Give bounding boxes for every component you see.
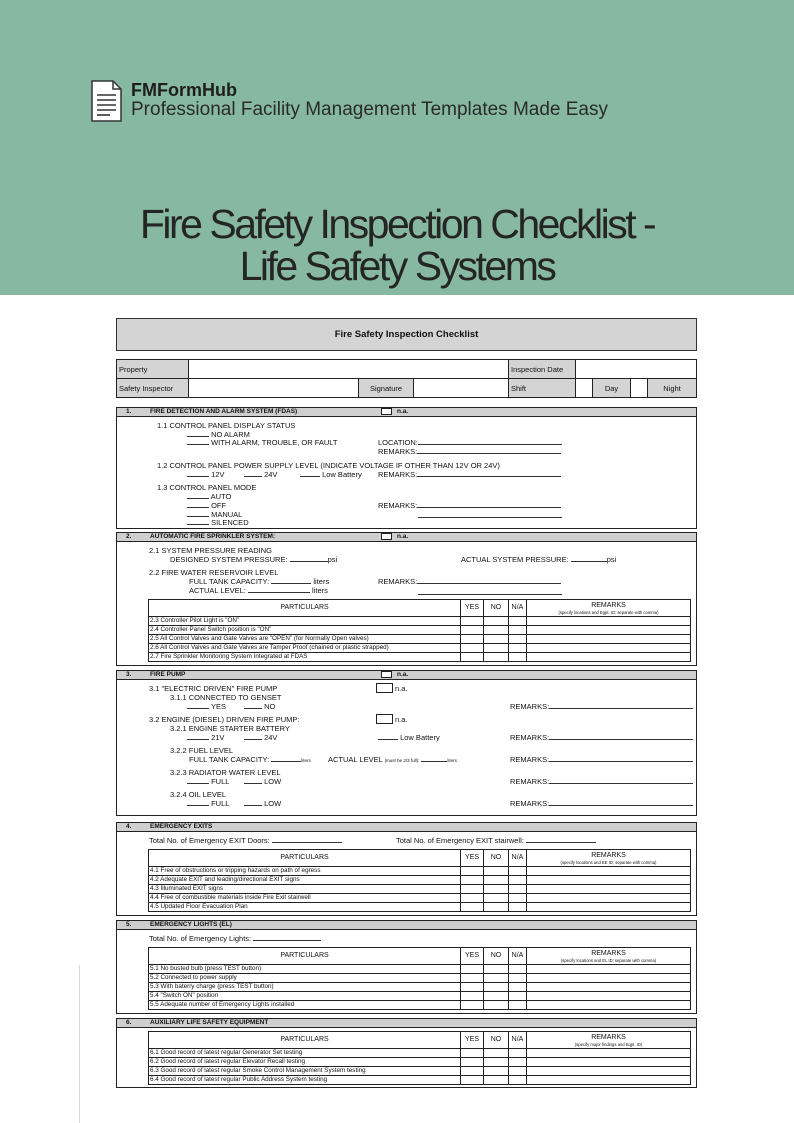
na-cell[interactable]: [509, 1001, 527, 1010]
table-row: [149, 635, 691, 644]
auxiliary-equipment-table: [148, 1031, 691, 1085]
option-label: FULL: [211, 799, 230, 808]
section-1-header: [116, 407, 697, 417]
table-row: [149, 876, 691, 885]
remarks-cell[interactable]: [527, 867, 691, 876]
yes-cell[interactable]: [461, 653, 484, 662]
emergency-lights-table: [148, 947, 691, 1010]
title-line-2: Life Safety Systems: [239, 243, 555, 289]
yes-cell[interactable]: [461, 1067, 484, 1076]
na-cell[interactable]: [509, 635, 527, 644]
yes-cell[interactable]: [461, 1058, 484, 1067]
item-3-1: 3.1 "ELECTRIC DRIVEN" FIRE PUMP: [149, 684, 278, 693]
section-2-header: [116, 532, 697, 542]
remarks-cell[interactable]: [527, 903, 691, 912]
row-label: 4.4 Free of combustible materials inside Fire Exit stairwell: [149, 894, 461, 903]
field-label: REMARKS:: [510, 777, 550, 786]
remarks-cell[interactable]: [527, 992, 691, 1001]
col-no: NO: [484, 850, 509, 867]
item-2-1: 2.1 SYSTEM PRESSURE READING: [149, 546, 272, 555]
option-label: LOW: [264, 799, 282, 808]
table-row: [149, 903, 691, 912]
na-cell[interactable]: [509, 983, 527, 992]
na-cell[interactable]: [509, 867, 527, 876]
actual-pressure-field[interactable]: [461, 555, 616, 564]
yes-cell[interactable]: [461, 965, 484, 974]
na-cell[interactable]: [509, 1076, 527, 1085]
no-cell[interactable]: [484, 635, 509, 644]
document-icon: [91, 80, 122, 122]
table-row: [149, 644, 691, 653]
item-1-3: 1.3 CONTROL PANEL MODE: [157, 483, 257, 492]
section-4-header: [116, 822, 697, 832]
shift-label: Shift: [509, 379, 576, 398]
col-remarks-label: REMARKS: [591, 949, 626, 957]
option-with-alarm[interactable]: [187, 438, 338, 447]
no-cell[interactable]: [484, 903, 509, 912]
field-label: REMARKS:: [378, 501, 418, 510]
col-na: N/A: [509, 850, 527, 867]
option-yes[interactable]: [187, 702, 226, 711]
col-yes: YES: [461, 1032, 484, 1049]
field-label: REMARKS:: [510, 733, 550, 742]
remarks-note: (specify locations and EE ID; separate with comma): [560, 859, 657, 865]
yes-cell[interactable]: [461, 617, 484, 626]
page-margin-line: [79, 965, 80, 1123]
row-label: 2.3 Controller Pilot Light is "ON": [149, 617, 461, 626]
inspection-info-table: [116, 359, 697, 398]
remarks-cell[interactable]: [527, 894, 691, 903]
na-cell[interactable]: [509, 1049, 527, 1058]
na-cell[interactable]: [509, 1067, 527, 1076]
na-cell[interactable]: [509, 876, 527, 885]
option-label: 24V: [264, 470, 278, 479]
field-label: DESIGNED SYSTEM PRESSURE:: [170, 555, 288, 564]
field-label: REMARKS:: [378, 447, 418, 456]
col-no: NO: [484, 948, 509, 965]
section-title: FIRE PUMP: [150, 671, 186, 678]
table-row: [149, 867, 691, 876]
option-12v[interactable]: [187, 470, 224, 479]
item-1-2: 1.2 CONTROL PANEL POWER SUPPLY LEVEL (INDICATE VOLTAGE IF OTHER THAN 12V OR 24V): [157, 461, 500, 470]
na-cell[interactable]: [509, 626, 527, 635]
no-cell[interactable]: [484, 867, 509, 876]
yes-cell[interactable]: [461, 992, 484, 1001]
row-label: 6.2 Good record of latest regular Elevator Recall testing: [149, 1058, 461, 1067]
exits-checklist-table: [148, 849, 691, 912]
remarks-field[interactable]: [510, 733, 693, 742]
table-row: [149, 1001, 691, 1010]
remarks-cell[interactable]: [527, 1076, 691, 1085]
row-label: 5.3 With baterry charge (press TEST button): [149, 983, 461, 992]
section-3-na-checkbox[interactable]: [381, 671, 392, 678]
remarks-field[interactable]: [510, 702, 693, 711]
na-cell[interactable]: [509, 992, 527, 1001]
row-label: 2.6 All Control Valves and Gate Valves are Tamper Proof (chained or plastic strapped): [149, 644, 461, 653]
yes-cell[interactable]: [461, 1049, 484, 1058]
option-label: YES: [210, 702, 226, 711]
na-cell[interactable]: [509, 644, 527, 653]
yes-cell[interactable]: [461, 885, 484, 894]
row-label: 5.4 "Switch ON" position: [149, 992, 461, 1001]
row-label: 2.7 Fire Sprinkler Monitoring System Integrated at FDAS: [149, 653, 461, 662]
remarks-cell[interactable]: [527, 1067, 691, 1076]
day-label: Day: [593, 379, 631, 398]
remarks-cell[interactable]: [527, 635, 691, 644]
option-off[interactable]: [187, 501, 226, 510]
unit-label: liters: [447, 758, 457, 763]
no-cell[interactable]: [484, 983, 509, 992]
option-label: SILENCED: [211, 518, 249, 527]
col-yes: YES: [461, 850, 484, 867]
emergency-lights-total-field[interactable]: [149, 934, 321, 943]
night-label: Night: [648, 379, 697, 398]
col-no: NO: [484, 600, 509, 617]
no-cell[interactable]: [484, 885, 509, 894]
section-title: EMERGENCY LIGHTS (EL): [150, 921, 232, 928]
remarks-cell[interactable]: [527, 1058, 691, 1067]
remarks-cell[interactable]: [527, 1049, 691, 1058]
col-remarks-label: REMARKS: [591, 601, 626, 609]
option-label: AUTO: [210, 492, 232, 501]
table-row: [149, 965, 691, 974]
table-row: [149, 1058, 691, 1067]
option-label: NO: [264, 702, 276, 711]
yes-cell[interactable]: [461, 626, 484, 635]
option-low[interactable]: [244, 777, 281, 786]
row-label: 5.2 Connected to power supply: [149, 974, 461, 983]
option-label: Low Battery: [400, 733, 440, 742]
field-label: ACTUAL LEVEL:: [189, 586, 246, 595]
remarks-cell[interactable]: [527, 885, 691, 894]
inspection-date-label: Inspection Date: [509, 360, 576, 379]
option-label: LOW: [264, 777, 282, 786]
option-24v[interactable]: [244, 733, 277, 742]
remarks-field[interactable]: [510, 799, 693, 808]
field-label: REMARKS:: [510, 702, 550, 711]
yes-cell[interactable]: [461, 876, 484, 885]
option-label: Low Battery: [322, 470, 362, 479]
option-label: WITH ALARM, TROUBLE, OR FAULT: [211, 438, 338, 447]
field-label: FULL TANK CAPACITY:: [189, 755, 270, 764]
col-na: N/A: [509, 948, 527, 965]
option-21v[interactable]: [187, 733, 224, 742]
option-label: 21V: [211, 733, 225, 742]
no-cell[interactable]: [484, 876, 509, 885]
unit-label: psi: [327, 555, 338, 564]
unit-label: liters: [301, 758, 311, 763]
electric-pump-na-checkbox[interactable]: [376, 683, 393, 693]
night-checkbox[interactable]: [631, 379, 648, 398]
option-label: 24V: [264, 733, 278, 742]
sprinkler-checklist-table: [148, 599, 691, 662]
no-cell[interactable]: [484, 617, 509, 626]
remarks-cell[interactable]: [527, 974, 691, 983]
no-cell[interactable]: [484, 992, 509, 1001]
item-3-2-4: 3.2.4 OIL LEVEL: [170, 790, 227, 799]
row-label: 4.3 Illuminated EXIT signs: [149, 885, 461, 894]
table-row: [149, 885, 691, 894]
col-remarks: [527, 1032, 691, 1049]
page-title: [0, 203, 794, 287]
no-cell[interactable]: [484, 894, 509, 903]
option-low-battery[interactable]: [378, 733, 440, 742]
option-low[interactable]: [244, 799, 281, 808]
remarks-cell[interactable]: [527, 983, 691, 992]
remarks-note: (specify locations and EL ID; separate with comma): [560, 957, 657, 963]
field-label: REMARKS:: [378, 470, 418, 479]
remarks-note: (specify major findings and Eqpt. ID): [574, 1041, 643, 1047]
remarks-cell[interactable]: [527, 965, 691, 974]
yes-cell[interactable]: [461, 983, 484, 992]
brand-name: FMFormHub: [131, 80, 237, 100]
section-title: AUTOMATIC FIRE SPRINKLER SYSTEM:: [150, 533, 276, 540]
signature-label: Signature: [359, 379, 414, 398]
table-row: [149, 626, 691, 635]
row-label: 2.4 Controller Panel Switch position is "ON": [149, 626, 461, 635]
item-3-1-1: 3.1.1 CONNECTED TO GENSET: [170, 693, 282, 702]
item-2-2: 2.2 FIRE WATER RESERVOIR LEVEL: [149, 568, 279, 577]
option-auto[interactable]: [187, 492, 231, 501]
exit-doors-field[interactable]: [149, 836, 342, 845]
fuel-full-tank-field[interactable]: [189, 755, 311, 764]
remarks-cell[interactable]: [527, 626, 691, 635]
option-label: OFF: [211, 501, 227, 510]
remarks-field[interactable]: [378, 470, 561, 479]
yes-cell[interactable]: [461, 1001, 484, 1010]
unit-label: liters: [313, 577, 330, 586]
section-number: 3.: [126, 671, 132, 678]
option-label: 12V: [211, 470, 225, 479]
table-row: [149, 894, 691, 903]
na-label: n.a.: [395, 715, 408, 724]
section-number: 5.: [126, 921, 132, 928]
row-label: 4.5 Updated Floor Evacuation Plan: [149, 903, 461, 912]
remarks-cell[interactable]: [527, 1001, 691, 1010]
location-field[interactable]: [378, 438, 562, 447]
actual-level-field[interactable]: [189, 586, 328, 595]
field-label: ACTUAL SYSTEM PRESSURE:: [461, 555, 569, 564]
field-label: ACTUAL LEVEL: [328, 755, 383, 764]
table-row: [149, 653, 691, 662]
brand-tagline: Professional Facility Management Templates Made Easy: [131, 99, 608, 120]
section-number: 6.: [126, 1019, 132, 1026]
remarks-cell[interactable]: [527, 644, 691, 653]
safety-inspector-field[interactable]: [189, 379, 359, 398]
section-number: 1.: [126, 408, 132, 415]
field-label: REMARKS:: [510, 799, 550, 808]
na-cell[interactable]: [509, 974, 527, 983]
field-label: Total No. of Emergency EXIT stairwell:: [396, 836, 524, 845]
yes-cell[interactable]: [461, 894, 484, 903]
option-full[interactable]: [187, 799, 229, 808]
no-cell[interactable]: [484, 1001, 509, 1010]
no-cell[interactable]: [484, 653, 509, 662]
day-checkbox[interactable]: [576, 379, 593, 398]
row-label: 6.4 Good record of latest regular Public Address System testing: [149, 1076, 461, 1085]
property-label: Property: [117, 360, 189, 379]
row-label: 4.2 Adequate EXIT and leading/directional EXIT signs: [149, 876, 461, 885]
row-label: 4.1 Free of obstructions or tripping hazards on path of egress: [149, 867, 461, 876]
row-label: 2.5 All Control Valves and Gate Valves are "OPEN" (for Normally Open valves): [149, 635, 461, 644]
row-label: 6.3 Good record of latest regular Smoke Control Management System testing: [149, 1067, 461, 1076]
property-field[interactable]: [189, 360, 509, 379]
section-2-na-checkbox[interactable]: [381, 533, 392, 540]
option-label: FULL: [211, 777, 230, 786]
col-particulars: PARTICULARS: [149, 1032, 461, 1049]
unit-label: liters: [312, 586, 328, 595]
option-label: MANUAL: [211, 510, 243, 519]
full-tank-field[interactable]: [189, 577, 329, 586]
section-number: 2.: [126, 533, 132, 540]
table-row: [149, 974, 691, 983]
section-number: 4.: [126, 823, 132, 830]
col-na: N/A: [509, 600, 527, 617]
field-label: Total No. of Emergency EXIT Doors:: [149, 836, 270, 845]
yes-cell[interactable]: [461, 903, 484, 912]
na-label: n.a.: [397, 408, 409, 415]
col-remarks: [527, 948, 691, 965]
remarks-cell[interactable]: [527, 653, 691, 662]
remarks-line: [418, 517, 562, 518]
safety-inspector-label: Safety Inspector: [117, 379, 189, 398]
yes-cell[interactable]: [461, 1076, 484, 1085]
signature-field[interactable]: [414, 379, 509, 398]
col-remarks: [527, 850, 691, 867]
remarks-note: (specify locations and Egpt. ID; separate with comma): [558, 609, 659, 615]
field-label: Total No. of Emergency Lights:: [149, 934, 252, 943]
field-note: (must be 2/3 full):: [384, 758, 420, 763]
row-label: 6.1 Good record of latest regular Generator Set testing: [149, 1049, 461, 1058]
inspection-date-field[interactable]: [576, 360, 697, 379]
field-label: FULL TANK CAPACITY:: [189, 577, 270, 586]
fuel-actual-level-field[interactable]: [328, 755, 457, 764]
na-cell[interactable]: [509, 885, 527, 894]
option-24v[interactable]: [244, 470, 277, 479]
col-particulars: PARTICULARS: [149, 600, 461, 617]
option-no[interactable]: [244, 702, 275, 711]
table-row: [149, 1067, 691, 1076]
option-silenced[interactable]: [187, 518, 249, 527]
col-remarks-label: REMARKS: [591, 851, 626, 859]
col-yes: YES: [461, 948, 484, 965]
no-cell[interactable]: [484, 1076, 509, 1085]
no-cell[interactable]: [484, 1058, 509, 1067]
na-label: n.a.: [397, 671, 409, 678]
field-label: REMARKS:: [378, 577, 418, 586]
unit-label: psi: [606, 555, 617, 564]
no-cell[interactable]: [484, 1049, 509, 1058]
col-na: N/A: [509, 1032, 527, 1049]
section-5-header: [116, 920, 697, 930]
table-row: [149, 992, 691, 1001]
item-3-2-2: 3.2.2 FUEL LEVEL: [170, 746, 234, 755]
col-no: NO: [484, 1032, 509, 1049]
no-cell[interactable]: [484, 626, 509, 635]
na-cell[interactable]: [509, 894, 527, 903]
section-3-header: [116, 670, 697, 680]
col-particulars: PARTICULARS: [149, 850, 461, 867]
na-label: n.a.: [395, 684, 408, 693]
table-row: [149, 617, 691, 626]
na-cell[interactable]: [509, 653, 527, 662]
item-3-2: 3.2 ENGINE (DIESEL) DRIVEN FIRE PUMP:: [149, 715, 300, 724]
table-row: [149, 1076, 691, 1085]
title-line-1: Fire Safety Inspection Checklist -: [139, 201, 655, 247]
col-remarks: [527, 600, 691, 617]
remarks-field[interactable]: [378, 577, 561, 586]
remarks-field[interactable]: [510, 777, 693, 786]
col-particulars: PARTICULARS: [149, 948, 461, 965]
col-yes: YES: [461, 600, 484, 617]
form-header: Fire Safety Inspection Checklist: [116, 318, 697, 351]
item-3-2-1: 3.2.1 ENGINE STARTER BATTERY: [170, 724, 290, 733]
section-6-header: [116, 1018, 697, 1028]
yes-cell[interactable]: [461, 867, 484, 876]
row-label: 5.1 No busted bulb (press TEST button): [149, 965, 461, 974]
section-title: EMERGENCY EXITS: [150, 823, 213, 830]
remarks-cell[interactable]: [527, 876, 691, 885]
no-cell[interactable]: [484, 1067, 509, 1076]
yes-cell[interactable]: [461, 974, 484, 983]
remarks-cell[interactable]: [527, 617, 691, 626]
remarks-field[interactable]: [510, 755, 693, 764]
remarks-line: [418, 594, 562, 595]
col-remarks-label: REMARKS: [591, 1033, 626, 1041]
item-1-1: 1.1 CONTROL PANEL DISPLAY STATUS: [157, 421, 296, 430]
option-full[interactable]: [187, 777, 229, 786]
yes-cell[interactable]: [461, 644, 484, 653]
remarks-field[interactable]: [378, 501, 561, 510]
table-row: [149, 983, 691, 992]
no-cell[interactable]: [484, 965, 509, 974]
exit-stairwell-field[interactable]: [396, 836, 596, 845]
option-low-battery[interactable]: [300, 470, 362, 479]
option-label: NO ALARM: [211, 430, 250, 439]
na-cell[interactable]: [509, 1058, 527, 1067]
row-label: 5.5 Adequate number of Emergency Lights installed: [149, 1001, 461, 1010]
na-cell[interactable]: [509, 903, 527, 912]
na-label: n.a.: [397, 533, 409, 540]
na-cell[interactable]: [509, 617, 527, 626]
no-cell[interactable]: [484, 974, 509, 983]
item-3-2-3: 3.2.3 RADIATOR WATER LEVEL: [170, 768, 281, 777]
diesel-pump-na-checkbox[interactable]: [376, 714, 393, 724]
yes-cell[interactable]: [461, 635, 484, 644]
section-1-na-checkbox[interactable]: [381, 408, 392, 415]
no-cell[interactable]: [484, 644, 509, 653]
section-title: AUXILIARY LIFE SAFETY EQUIPMENT: [150, 1019, 269, 1026]
remarks-field[interactable]: [378, 447, 561, 456]
table-row: [149, 1049, 691, 1058]
field-label: LOCATION:: [378, 438, 418, 447]
field-label: REMARKS:: [510, 755, 550, 764]
na-cell[interactable]: [509, 965, 527, 974]
section-title: FIRE DETECTION AND ALARM SYSTEM (FDAS): [150, 408, 298, 415]
designed-pressure-field[interactable]: [170, 555, 337, 564]
